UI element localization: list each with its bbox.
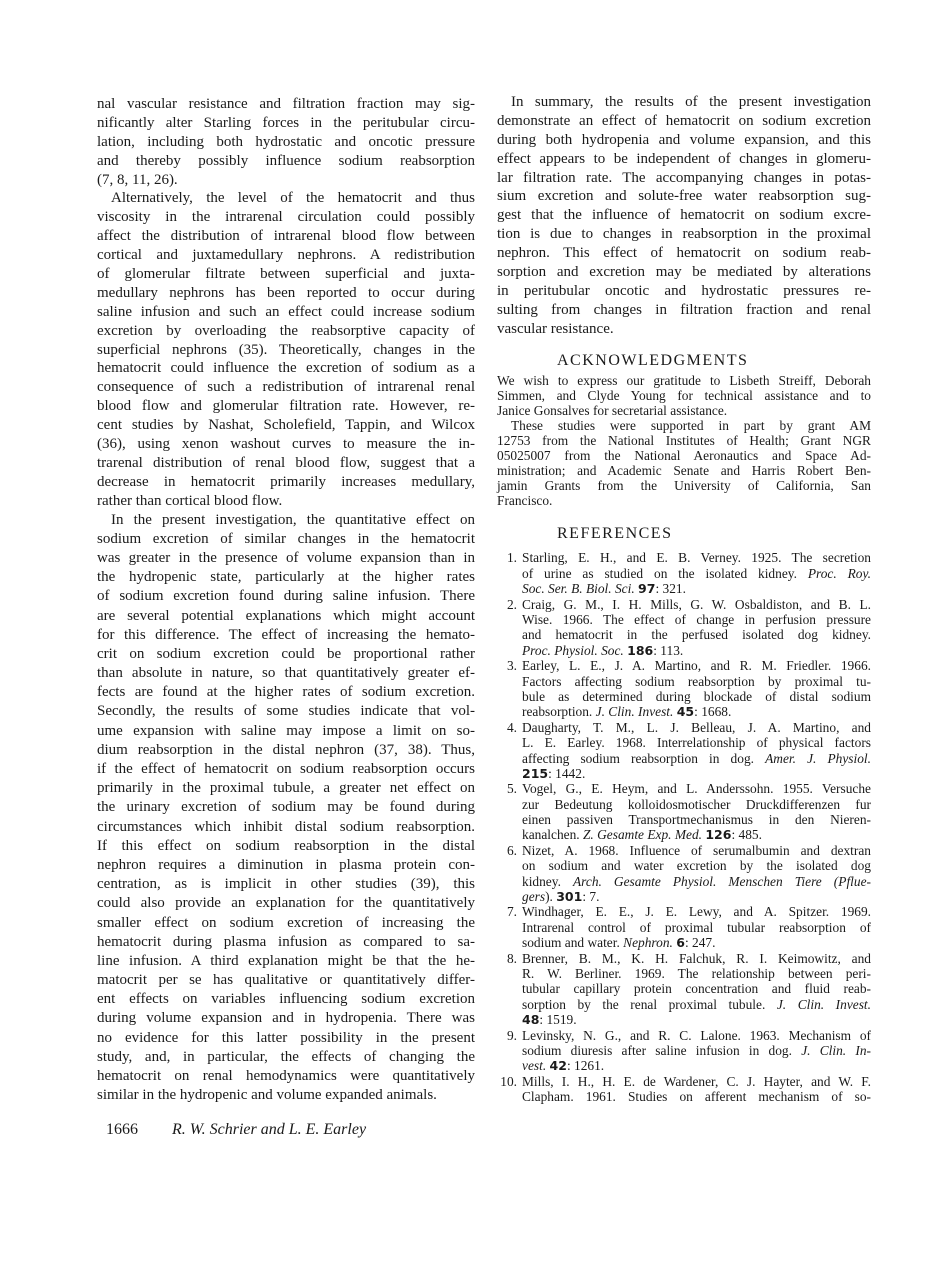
text-line: 12753 from the National Institutes of Health; Grant NGR [497,432,871,448]
text-line: demonstrate an effect of hematocrit on sodium excretion [497,112,871,129]
text-line: could also provide an explanation for the quantitatively [97,895,475,912]
text-line: nal vascular resistance and filtration fraction may sig- [97,96,475,112]
reference-number: 2. [506,596,517,612]
text-line [522,597,871,612]
citation-text: Factors affecting sodium reabsorption by proximal tu- [522,673,871,689]
text-line: during volume expansion and in hydropenia. There was [97,1010,475,1027]
text-line: primarily in the proximal tubule, a greater net effect on [97,780,475,797]
text-line: line infusion. A third explanation might be that the he- [97,952,475,969]
text-line: Francisco. [497,493,553,509]
text-line: gest that the influence of hematocrit on sodium excre- [497,207,871,224]
text-line: of sodium excretion found during saline infusion. There [97,588,475,605]
text-line [522,797,871,812]
citation-journal: J. Clin. In- [801,1042,872,1058]
text-line: ent effects on variables influencing sodium excretion [97,991,475,1008]
text-line: These studies were supported in part by grant AM [511,417,871,433]
text-line [522,951,871,966]
text-line: hematocrit could influence the excretion of sodium as a [97,360,475,377]
text-line: tion is due to changes in reabsorption in the proximal [497,226,871,243]
citation-volume: 97 [638,581,656,597]
citation-text: Earley, L. E., J. A. Martino, and R. M. Friedler. 1966. [522,658,871,674]
citation-text: Windhager, E. E., J. E. Lewy, and A. Spitzer. 1969. [522,904,871,920]
text-line [522,643,871,658]
citation-journal: Amer. J. Physiol. [765,750,871,766]
text-line [522,550,871,565]
citation-text: Levinsky, N. G., and R. C. Lalone. 1963. Mechanism of [522,1027,871,1043]
text-line: ume expansion with saline may impose a limit on so- [97,722,475,739]
text-line [522,658,871,673]
text-line: fects are found at the higher rates of sodium excretion. [97,684,475,701]
citation-volume: 48 [522,1012,540,1028]
citation-text: : 1519. [539,1012,577,1028]
text-line: if the effect of hematocrit on sodium reabsorption occurs [97,761,475,778]
citation-text: : 113. [653,642,684,658]
text-line: nephron requires a diminution in plasma protein con- [97,856,475,873]
text-line [522,1074,871,1089]
citation-volume: 126 [705,827,732,843]
reference-item [497,597,871,659]
paragraph [97,189,475,510]
citation-text: on sodium and water excretion by the isolated dog [522,858,871,874]
reference-item [497,720,871,782]
summary-paragraph [497,93,871,339]
text-line: in peritubular oncotic and hydrostatic pressures re- [497,282,871,299]
text-line: and thereby possibly influence sodium reabsorption [97,152,475,169]
left-column [97,95,475,1105]
text-line [522,1058,871,1073]
text-line: study, and, in particular, the effects of changing the [97,1048,475,1065]
text-line: sium excretion and solute-free water reabsorption sug- [497,188,871,205]
citation-text: zur Bedeutung kolloidosmotischer Druckdifferenzen fur [522,796,871,812]
reference-number: 10. [500,1073,517,1089]
citation-text: : 1442. [548,765,586,781]
citation-text: Intrarenal control of proximal tubular reabsorption of [522,919,871,935]
citation-text: ). [545,889,557,905]
right-column [497,93,871,1104]
text-line [522,689,871,704]
reference-number: 9. [506,1027,517,1043]
references-heading: REFERENCES [557,525,673,543]
text-line [522,566,871,581]
citation-journal: Arch. Gesamte Physiol. Menschen Tiere (Pflue- [572,873,871,889]
text-line [522,904,871,919]
reference-item [497,951,871,1028]
text-line: Janice Gonsalves for secretarial assistance. [497,402,728,418]
text-line: lation, including both hydrostatic and oncotic pressure [97,133,475,150]
citation-text: and hematocrit in the perfused isolated dog kidney. [522,627,871,643]
citation-text: L. E. Earley. 1968. Interrelationship of physical factors [522,735,871,751]
reference-number: 7. [506,904,517,920]
text-line: lar filtration rate. The accompanying changes in potas- [497,169,871,186]
text-line: cortical and juxtamedullary nephrons. A redistribution [97,247,475,264]
text-line: excretion by overloading the reabsorptive capacity of [97,322,475,339]
text-line: sulting from changes in filtration fraction and renal [497,301,871,318]
text-line [522,827,871,842]
reference-item [497,550,871,596]
page-number: 1666 [106,1121,138,1138]
text-line: for this difference. The effect of increasing the hemato- [97,626,475,643]
citation-text: bule as determined during blockade of distal sodium [522,688,871,704]
text-line: In the present investigation, the quantitative effect on [111,511,475,528]
text-line [522,997,871,1012]
reference-number: 6. [506,842,517,858]
reference-number: 4. [506,719,517,735]
text-line: matocrit per se has qualitative or quantitatively differ- [97,972,475,989]
text-line: vascular resistance. [497,320,614,337]
citation-journal: Proc. Roy. [807,565,872,581]
citation-text: Brenner, B. M., K. H. Falchuk, R. I. Keimowitz, and [522,950,871,966]
text-line: trarenal distribution of renal blood flow, suggest that a [97,454,475,471]
reference-number: 3. [506,658,517,674]
text-line: rather than cortical blood flow. [97,492,283,509]
text-line [522,751,871,766]
citation-text: : 1668. [694,704,732,720]
reference-item [497,658,871,720]
text-line [522,581,871,596]
citation-text: : 7. [582,889,600,905]
citation-volume: 186 [627,642,654,658]
text-line: the urinary excretion of sodium may be found during [97,799,475,816]
reference-number: 5. [506,781,517,797]
text-line [522,920,871,935]
text-line [522,935,871,950]
citation-text: affecting sodium reabsorption in dog. [522,750,766,766]
text-line [522,966,871,981]
text-line: sodium excretion of similar changes in the hematocrit [97,530,475,547]
text-line: nephron. This effect of hematocrit on sodium reab- [497,245,871,262]
paragraph [97,95,475,189]
citation-text: Starling, E. H., and E. B. Verney. 1925. The secretion [522,550,871,566]
text-line [522,843,871,858]
citation-text: Clapham. 1961. Studies on afferent mechanism of so- [522,1089,871,1105]
text-line [522,781,871,796]
text-line: consequence of such a redistribution of intrarenal renal [97,379,475,396]
reference-item [497,843,871,905]
citation-journal: Soc. Ser. B. Biol. Sci. [522,581,635,597]
text-line: dium reabsorption in the distal nephron (37, 38). Thus, [97,741,475,758]
text-line: saline infusion and such an effect could increase sodium [97,303,475,320]
text-line: the hydropenic state, particularly at the higher rates [97,569,475,586]
text-line [522,1028,871,1043]
text-line [522,704,871,719]
text-line: decrease in hematocrit primarily increases medullary, [97,473,475,490]
text-line: viscosity in the intrarenal circulation could possibly [97,209,475,226]
citation-text: Mills, I. H., H. E. de Wardener, C. J. Hayter, and W. F. [522,1073,871,1089]
citation-text: sorption by the renal proximal tubule. [522,996,777,1012]
text-line: (36), using xenon washout curves to measure the in- [97,436,475,453]
text-line: Alternatively, the level of the hematocrit and thus [111,190,475,207]
text-line: affect the distribution of intrarenal blood flow between [97,228,475,245]
text-line [522,858,871,873]
citation-text: Nizet, A. 1968. Influence of serumalbumin and dextran [522,842,871,858]
text-line: hematocrit on renal hemodynamics were quantitatively [97,1068,475,1085]
citation-text: : 485. [731,827,762,843]
text-line: during both hydropenia and volume expansion, and this [497,131,871,148]
text-line [522,981,871,996]
text-line: similar in the hydropenic and volume expanded animals. [97,1087,437,1104]
citation-text: : 1261. [566,1058,605,1074]
citation-text: Wise. 1966. The effect of change in perfusion pressure [522,611,871,627]
citation-text: sodium diuresis after saline infusion in dog. [522,1042,802,1058]
text-line: blood flow and glomerular filtration rate. However, re- [97,398,475,415]
text-line: 05025007 from the National Aeronautics and Space Ad- [497,448,871,464]
text-line: of glomerular filtrate between superficial and juxta- [97,266,475,283]
citation-text: Vogel, G., E. Heym, and L. Anderssohn. 1955. Versuche [522,781,871,797]
citation-journal: J. Clin. Invest. [776,996,871,1012]
reference-item [497,1074,871,1105]
text-line: than absolute in nature, so that quantitatively greater ef- [97,665,475,682]
acknowledgment-paragraph [497,373,871,418]
citation-volume: 6 [676,935,685,951]
citation-text: Daugharty, T. M., L. J. Belleau, J. A. Martino, and [522,719,871,735]
citation-journal: Proc. Physiol. Soc. [522,642,624,658]
citation-text: Craig, G. M., I. H. Mills, G. W. Osbaldiston, and B. L. [522,596,871,612]
text-line: In summary, the results of the present investigation [511,94,871,110]
text-line [522,674,871,689]
citation-text: tubular capillary protein concentration and fluid reab- [522,981,871,997]
text-line: hematocrit during plasma infusion as compared to sa- [97,933,475,950]
text-line [522,627,871,642]
citation-text: reabsorption. [522,704,596,720]
acknowledgments-section [497,373,871,509]
text-line: smaller effect on sodium excretion of increasing the [97,914,475,931]
text-line: centration, as is implicit in other studies (39), this [97,876,475,893]
text-line: (7, 8, 11, 26). [97,171,178,188]
text-line: nificantly alter Starling forces in the peritubular circu- [97,114,475,131]
text-line [522,720,871,735]
reference-item [497,1028,871,1074]
text-line: Simmen, and Clyde Young for technical assistance and to [497,387,871,403]
citation-text: einen passiven Transportmechanismus in den Nieren- [522,812,871,828]
text-line [522,874,871,889]
citation-volume: 215 [522,765,549,781]
citation-text: of urine as studied on the isolated kidney. [522,565,808,581]
text-line: effect appears to be independent of changes in glomeru- [497,150,871,167]
text-line: sorption and excretion may be mediated by alterations [497,264,871,281]
text-line: ministration; and Academic Senate and Harris Robert Ben- [497,463,871,479]
reference-item [497,781,871,843]
citation-journal: vest. [522,1058,547,1074]
reference-item [497,904,871,950]
text-line [522,612,871,627]
citation-volume: 301 [556,889,583,905]
text-line [522,812,871,827]
text-line: jamin Grants from the University of California, San [497,478,871,494]
text-line [522,735,871,750]
acknowledgment-paragraph [497,418,871,509]
citation-volume: 45 [676,704,695,720]
paragraph [97,511,475,1106]
citation-text: : 247. [684,935,716,951]
text-line: superficial nephrons (35). Theoretically, changes in the [97,341,475,358]
citation-journal: gers [522,889,546,905]
text-line: circumstances which inhibit distal sodium reabsorption. [97,818,475,835]
reference-number: 1. [506,550,517,566]
citation-text: kidney. [522,873,573,889]
citation-text: R. W. Berliner. 1969. The relationship between peri- [522,965,871,981]
text-line: We wish to express our gratitude to Lisbeth Streiff, Deborah [497,372,871,388]
citation-journal: Z. Gesamte Exp. Med. [582,827,702,843]
citation-journal: J. Clin. Invest. [595,704,674,720]
text-line: cent studies by Nashat, Scholefield, Tappin, and Wilcox [97,417,475,434]
references-list [497,550,871,1104]
acknowledgments-heading: ACKNOWLEDGMENTS [557,351,749,369]
citation-volume: 42 [549,1058,567,1074]
citation-journal: Nephron. [623,935,673,951]
text-line: medullary nephrons has been reported to occur during [97,284,475,301]
text-line [522,1012,871,1027]
running-authors: R. W. Schrier and L. E. Earley [172,1121,367,1138]
citation-text: : 321. [655,581,686,597]
text-line [522,1089,871,1104]
text-line [522,889,871,904]
text-line [522,766,871,781]
text-line: Secondly, the results of some studies indicate that vol- [97,703,475,720]
text-line: was greater in the presence of volume expansion than in [97,549,475,566]
text-line: no evidence for this latter possibility in the present [97,1029,475,1046]
citation-text: kanalchen. [522,827,583,843]
reference-number: 8. [506,950,517,966]
text-line: crit on sodium excretion could be proportional rather [97,645,475,662]
citation-text: sodium and water. [522,935,624,951]
text-line: are several potential explanations which might account [97,607,475,624]
page-footer [106,1121,366,1139]
text-line: If this effect on sodium reabsorption in the distal [97,837,475,854]
text-line [522,1043,871,1058]
